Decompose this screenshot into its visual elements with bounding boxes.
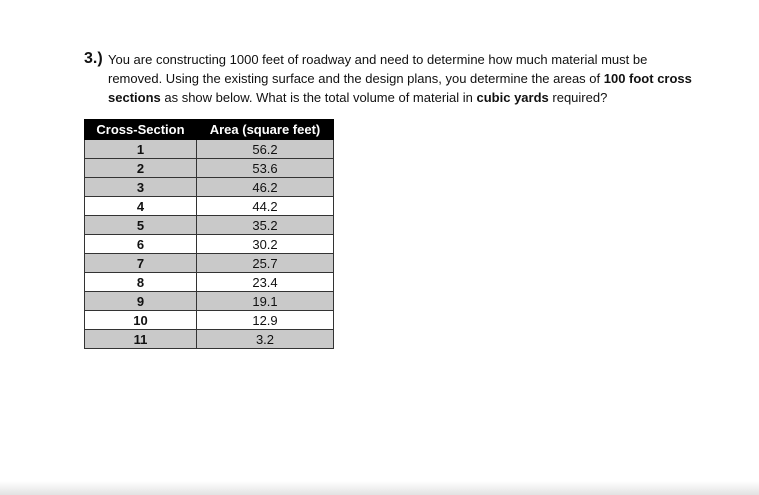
emphasis-sections: sections: [108, 90, 161, 105]
table-row: [85, 330, 334, 349]
cross-section-cell: 2: [85, 159, 197, 178]
header-cross-section: Cross-Section: [85, 120, 197, 140]
cross-section-cell: 9: [85, 292, 197, 311]
cross-section-cell: 11: [85, 330, 197, 349]
area-cell: 53.6: [197, 159, 334, 178]
emphasis-cross-section-length: 100 foot cross: [603, 71, 692, 86]
question-block: [84, 50, 724, 107]
area-cell: 25.7: [197, 254, 334, 273]
question-number: 3.): [84, 50, 103, 67]
table-row: [85, 311, 334, 330]
question-line-3-end: required?: [548, 90, 608, 105]
table-row: [85, 159, 334, 178]
cross-section-cell: 6: [85, 235, 197, 254]
emphasis-cubic-yards: cubic yards: [476, 90, 549, 105]
question-line-2: [108, 69, 724, 88]
table-row: [85, 254, 334, 273]
table-row: [85, 216, 334, 235]
area-cell: 46.2: [197, 178, 334, 197]
question-line-2-text: removed. Using the existing surface and the design plans, you determine the areas of: [108, 71, 604, 86]
area-cell: 23.4: [197, 273, 334, 292]
table-row: [85, 197, 334, 216]
question-line-3: [108, 88, 724, 107]
cross-section-cell: 7: [85, 254, 197, 273]
header-area: Area (square feet): [197, 120, 334, 140]
area-cell: 44.2: [197, 197, 334, 216]
area-cell: 30.2: [197, 235, 334, 254]
table-row: [85, 273, 334, 292]
cross-section-cell: 5: [85, 216, 197, 235]
cross-section-cell: 4: [85, 197, 197, 216]
area-cell: 3.2: [197, 330, 334, 349]
table-row: [85, 292, 334, 311]
cross-section-cell: 3: [85, 178, 197, 197]
question-line-1: You are constructing 1000 feet of roadway and need to determine how much material must be: [108, 52, 648, 67]
area-cell: 12.9: [197, 311, 334, 330]
area-cell: 19.1: [197, 292, 334, 311]
table-header-row: [85, 120, 334, 140]
area-cell: 56.2: [197, 140, 334, 159]
table-row: [85, 235, 334, 254]
question-line-3-text: as show below. What is the total volume of material in: [160, 90, 477, 105]
table-row: [85, 178, 334, 197]
table-row: [85, 140, 334, 159]
area-cell: 35.2: [197, 216, 334, 235]
cross-section-cell: 10: [85, 311, 197, 330]
cross-section-cell: 1: [85, 140, 197, 159]
cross-section-table: [84, 119, 334, 349]
cross-section-cell: 8: [85, 273, 197, 292]
page-bottom-shadow: [0, 481, 759, 495]
question-text: [108, 50, 724, 107]
